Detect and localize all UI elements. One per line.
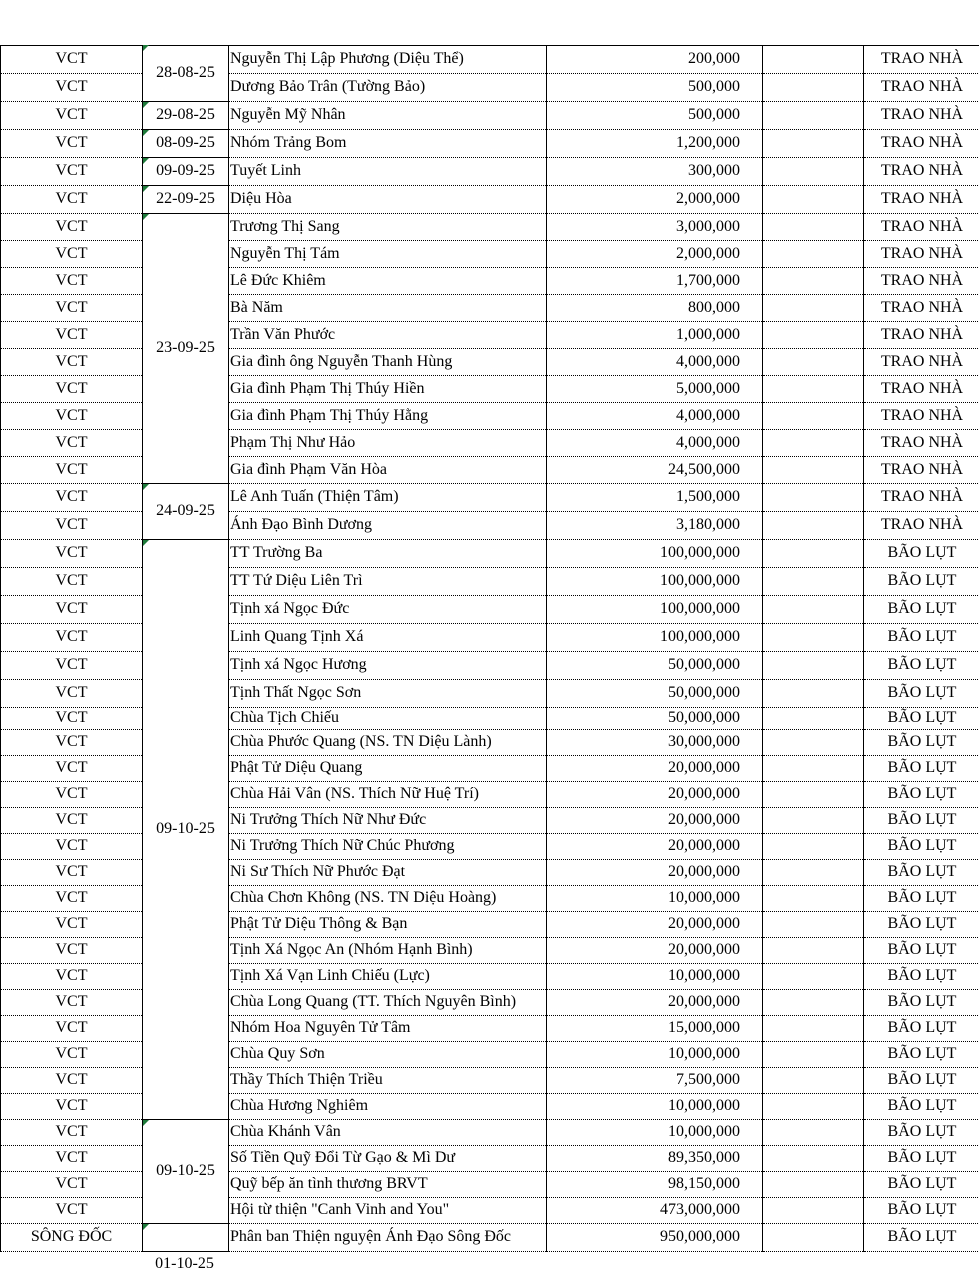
purpose-cell: TRAO NHÀ bbox=[864, 240, 979, 267]
table-row bbox=[1, 1223, 979, 1251]
date-cell bbox=[143, 1223, 229, 1251]
purpose-cell: BÃO LỤT bbox=[864, 833, 979, 859]
purpose-cell: BÃO LỤT bbox=[864, 781, 979, 807]
donor-name-cell: Lê Đức Khiêm bbox=[229, 267, 547, 294]
org-cell: VCT bbox=[1, 157, 143, 185]
date-text: 09-09-25 bbox=[156, 162, 215, 179]
org-cell: VCT bbox=[1, 989, 143, 1015]
purpose-cell: TRAO NHÀ bbox=[864, 213, 979, 240]
empty-cell bbox=[763, 1197, 864, 1223]
org-cell: VCT bbox=[1, 213, 143, 240]
org-cell: VCT bbox=[1, 129, 143, 157]
comment-marker-icon bbox=[143, 1120, 149, 1126]
empty-cell bbox=[763, 267, 864, 294]
org-cell: VCT bbox=[1, 240, 143, 267]
comment-marker-icon bbox=[143, 540, 149, 546]
org-cell: VCT bbox=[1, 963, 143, 989]
amount-cell: 20,000,000 bbox=[547, 755, 763, 781]
amount-cell: 20,000,000 bbox=[547, 911, 763, 937]
org-cell: SÔNG ĐỐC bbox=[1, 1223, 143, 1251]
purpose-cell: BÃO LỤT bbox=[864, 885, 979, 911]
purpose-cell: BÃO LỤT bbox=[864, 911, 979, 937]
donor-name-cell: Tuyết Linh bbox=[229, 157, 547, 185]
empty-cell bbox=[763, 1145, 864, 1171]
org-cell: VCT bbox=[1, 483, 143, 511]
empty-cell bbox=[763, 859, 864, 885]
amount-cell: 4,000,000 bbox=[547, 402, 763, 429]
empty-cell bbox=[763, 185, 864, 213]
donor-name-cell: Hội từ thiện "Canh Vinh and You" bbox=[229, 1197, 547, 1223]
table-row bbox=[1, 185, 979, 213]
empty-cell bbox=[763, 729, 864, 755]
amount-cell: 98,150,000 bbox=[547, 1171, 763, 1197]
purpose-cell: BÃO LỤT bbox=[864, 755, 979, 781]
purpose-cell: BÃO LỤT bbox=[864, 595, 979, 623]
amount-cell: 100,000,000 bbox=[547, 539, 763, 567]
donation-table bbox=[0, 45, 979, 1252]
amount-cell: 500,000 bbox=[547, 73, 763, 101]
org-cell: VCT bbox=[1, 45, 143, 73]
org-cell: VCT bbox=[1, 348, 143, 375]
empty-cell bbox=[763, 294, 864, 321]
amount-cell: 20,000,000 bbox=[547, 989, 763, 1015]
purpose-cell: BÃO LỤT bbox=[864, 989, 979, 1015]
org-cell: VCT bbox=[1, 402, 143, 429]
comment-marker-icon bbox=[143, 186, 149, 192]
donor-name-cell: Phân ban Thiện nguyện Ánh Đạo Sông Đốc bbox=[229, 1223, 547, 1251]
org-cell: VCT bbox=[1, 755, 143, 781]
donor-name-cell: Nguyễn Mỹ Nhân bbox=[229, 101, 547, 129]
comment-marker-icon bbox=[143, 45, 149, 51]
comment-marker-icon bbox=[143, 484, 149, 490]
donor-name-cell: Diệu Hòa bbox=[229, 185, 547, 213]
amount-cell: 950,000,000 bbox=[547, 1223, 763, 1251]
donor-name-cell: Nguyễn Thị Lập Phương (Diệu Thể) bbox=[229, 45, 547, 73]
donor-name-cell: Chùa Tịch Chiếu bbox=[229, 707, 547, 729]
amount-cell: 300,000 bbox=[547, 157, 763, 185]
empty-cell bbox=[763, 1093, 864, 1119]
org-cell: VCT bbox=[1, 885, 143, 911]
empty-cell bbox=[763, 833, 864, 859]
donor-name-cell: Phật Tử Diệu Thông & Bạn bbox=[229, 911, 547, 937]
amount-cell: 2,000,000 bbox=[547, 185, 763, 213]
amount-cell: 50,000,000 bbox=[547, 707, 763, 729]
purpose-cell: BÃO LỤT bbox=[864, 1145, 979, 1171]
comment-marker-icon bbox=[143, 102, 149, 108]
empty-cell bbox=[763, 651, 864, 679]
org-cell: VCT bbox=[1, 1041, 143, 1067]
amount-cell: 20,000,000 bbox=[547, 833, 763, 859]
table-row bbox=[1, 483, 979, 511]
org-cell: VCT bbox=[1, 1119, 143, 1145]
donor-name-cell: Ni Trưởng Thích Nữ Chúc Phương bbox=[229, 833, 547, 859]
org-cell: VCT bbox=[1, 429, 143, 456]
empty-cell bbox=[763, 781, 864, 807]
donor-name-cell: Chùa Khánh Vân bbox=[229, 1119, 547, 1145]
comment-marker-icon bbox=[143, 130, 149, 136]
donor-name-cell: Chùa Quy Sơn bbox=[229, 1041, 547, 1067]
empty-cell bbox=[763, 885, 864, 911]
org-cell: VCT bbox=[1, 539, 143, 567]
purpose-cell: TRAO NHÀ bbox=[864, 129, 979, 157]
amount-cell: 4,000,000 bbox=[547, 429, 763, 456]
empty-cell bbox=[763, 213, 864, 240]
purpose-cell: BÃO LỤT bbox=[864, 937, 979, 963]
org-cell: VCT bbox=[1, 294, 143, 321]
amount-cell: 50,000,000 bbox=[547, 679, 763, 707]
date-cell bbox=[143, 185, 229, 213]
donor-name-cell: Số Tiền Quỹ Đổi Từ Gạo & Mì Dư bbox=[229, 1145, 547, 1171]
table-row bbox=[1, 45, 979, 73]
donor-name-cell: Phật Tử Diệu Quang bbox=[229, 755, 547, 781]
purpose-cell: BÃO LỤT bbox=[864, 1223, 979, 1251]
table-row bbox=[1, 157, 979, 185]
amount-cell: 500,000 bbox=[547, 101, 763, 129]
date-cell bbox=[143, 213, 229, 483]
comment-marker-icon bbox=[143, 1224, 149, 1230]
donor-name-cell: Chùa Chơn Không (NS. TN Diệu Hoàng) bbox=[229, 885, 547, 911]
org-cell: VCT bbox=[1, 1015, 143, 1041]
purpose-cell: TRAO NHÀ bbox=[864, 73, 979, 101]
empty-cell bbox=[763, 1223, 864, 1251]
purpose-cell: BÃO LỤT bbox=[864, 807, 979, 833]
date-text: 22-09-25 bbox=[156, 190, 215, 207]
donor-name-cell: Trần Văn Phước bbox=[229, 321, 547, 348]
purpose-cell: BÃO LỤT bbox=[864, 1015, 979, 1041]
purpose-cell: BÃO LỤT bbox=[864, 1197, 979, 1223]
purpose-cell: TRAO NHÀ bbox=[864, 321, 979, 348]
amount-cell: 3,180,000 bbox=[547, 511, 763, 539]
amount-cell: 2,000,000 bbox=[547, 240, 763, 267]
donor-name-cell: Nhóm Hoa Nguyên Tử Tâm bbox=[229, 1015, 547, 1041]
empty-cell bbox=[763, 321, 864, 348]
amount-cell: 15,000,000 bbox=[547, 1015, 763, 1041]
amount-cell: 24,500,000 bbox=[547, 456, 763, 483]
purpose-cell: BÃO LỤT bbox=[864, 679, 979, 707]
donor-name-cell: TT Tứ Diệu Liên Trì bbox=[229, 567, 547, 595]
org-cell: VCT bbox=[1, 73, 143, 101]
org-cell: VCT bbox=[1, 1145, 143, 1171]
table-row bbox=[1, 101, 979, 129]
date-cell bbox=[143, 45, 229, 101]
donor-name-cell: Nhóm Trảng Bom bbox=[229, 129, 547, 157]
amount-cell: 20,000,000 bbox=[547, 859, 763, 885]
donor-name-cell: Gia đình Phạm Thị Thúy Hằng bbox=[229, 402, 547, 429]
date-text: 28-08-25 bbox=[156, 64, 215, 81]
amount-cell: 100,000,000 bbox=[547, 567, 763, 595]
donor-name-cell: Ni Trưởng Thích Nữ Như Đức bbox=[229, 807, 547, 833]
amount-cell: 89,350,000 bbox=[547, 1145, 763, 1171]
purpose-cell: BÃO LỤT bbox=[864, 859, 979, 885]
empty-cell bbox=[763, 707, 864, 729]
donor-name-cell: Gia đình Phạm Thị Thúy Hiền bbox=[229, 375, 547, 402]
purpose-cell: TRAO NHÀ bbox=[864, 101, 979, 129]
table-row bbox=[1, 539, 979, 567]
donor-name-cell: Quỹ bếp ăn tình thương BRVT bbox=[229, 1171, 547, 1197]
empty-cell bbox=[763, 456, 864, 483]
purpose-cell: BÃO LỤT bbox=[864, 1067, 979, 1093]
org-cell: VCT bbox=[1, 729, 143, 755]
empty-cell bbox=[763, 937, 864, 963]
org-cell: VCT bbox=[1, 679, 143, 707]
donor-name-cell: Nguyễn Thị Tám bbox=[229, 240, 547, 267]
amount-cell: 10,000,000 bbox=[547, 1093, 763, 1119]
empty-cell bbox=[763, 1171, 864, 1197]
amount-cell: 20,000,000 bbox=[547, 807, 763, 833]
date-text: 24-09-25 bbox=[156, 502, 215, 519]
purpose-cell: BÃO LỤT bbox=[864, 1119, 979, 1145]
date-text: 29-08-25 bbox=[156, 106, 215, 123]
amount-cell: 100,000,000 bbox=[547, 595, 763, 623]
date-cell bbox=[143, 101, 229, 129]
donor-name-cell: Ni Sư Thích Nữ Phước Đạt bbox=[229, 859, 547, 885]
amount-cell: 50,000,000 bbox=[547, 651, 763, 679]
date-cell bbox=[143, 157, 229, 185]
empty-cell bbox=[763, 755, 864, 781]
org-cell: VCT bbox=[1, 1171, 143, 1197]
donor-name-cell: Trương Thị Sang bbox=[229, 213, 547, 240]
table-row bbox=[1, 129, 979, 157]
empty-cell bbox=[763, 1119, 864, 1145]
amount-cell: 1,000,000 bbox=[547, 321, 763, 348]
amount-cell: 4,000,000 bbox=[547, 348, 763, 375]
table-row bbox=[1, 1119, 979, 1145]
org-cell: VCT bbox=[1, 267, 143, 294]
partial-next-date bbox=[142, 1256, 227, 1272]
purpose-cell: TRAO NHÀ bbox=[864, 511, 979, 539]
date-cell bbox=[143, 1119, 229, 1223]
date-cell bbox=[143, 483, 229, 539]
org-cell: VCT bbox=[1, 911, 143, 937]
empty-cell bbox=[763, 73, 864, 101]
org-cell: VCT bbox=[1, 185, 143, 213]
empty-cell bbox=[763, 402, 864, 429]
amount-cell: 3,000,000 bbox=[547, 213, 763, 240]
donor-name-cell: Chùa Phước Quang (NS. TN Diệu Lành) bbox=[229, 729, 547, 755]
org-cell: VCT bbox=[1, 511, 143, 539]
amount-cell: 200,000 bbox=[547, 45, 763, 73]
amount-cell: 800,000 bbox=[547, 294, 763, 321]
donor-name-cell: Lê Anh Tuấn (Thiện Tâm) bbox=[229, 483, 547, 511]
date-text: 09-10-25 bbox=[156, 1162, 215, 1179]
empty-cell bbox=[763, 375, 864, 402]
org-cell: VCT bbox=[1, 321, 143, 348]
purpose-cell: TRAO NHÀ bbox=[864, 348, 979, 375]
amount-cell: 5,000,000 bbox=[547, 375, 763, 402]
org-cell: VCT bbox=[1, 707, 143, 729]
org-cell: VCT bbox=[1, 781, 143, 807]
org-cell: VCT bbox=[1, 375, 143, 402]
empty-cell bbox=[763, 240, 864, 267]
purpose-cell: TRAO NHÀ bbox=[864, 185, 979, 213]
purpose-cell: TRAO NHÀ bbox=[864, 375, 979, 402]
amount-cell: 10,000,000 bbox=[547, 963, 763, 989]
donor-name-cell: Ánh Đạo Bình Dương bbox=[229, 511, 547, 539]
date-text: 09-10-25 bbox=[156, 820, 215, 837]
org-cell: VCT bbox=[1, 807, 143, 833]
empty-cell bbox=[763, 623, 864, 651]
amount-cell: 20,000,000 bbox=[547, 937, 763, 963]
purpose-cell: TRAO NHÀ bbox=[864, 157, 979, 185]
empty-cell bbox=[763, 989, 864, 1015]
donation-sheet bbox=[0, 45, 979, 1252]
donor-name-cell: Linh Quang Tịnh Xá bbox=[229, 623, 547, 651]
donor-name-cell: Thầy Thích Thiện Triều bbox=[229, 1067, 547, 1093]
donor-name-cell: Gia đình Phạm Văn Hòa bbox=[229, 456, 547, 483]
org-cell: VCT bbox=[1, 859, 143, 885]
amount-cell: 20,000,000 bbox=[547, 781, 763, 807]
empty-cell bbox=[763, 1015, 864, 1041]
empty-cell bbox=[763, 1067, 864, 1093]
date-cell bbox=[143, 129, 229, 157]
amount-cell: 1,200,000 bbox=[547, 129, 763, 157]
purpose-cell: TRAO NHÀ bbox=[864, 294, 979, 321]
donor-name-cell: Tịnh Xá Vạn Linh Chiếu (Lực) bbox=[229, 963, 547, 989]
org-cell: VCT bbox=[1, 101, 143, 129]
empty-cell bbox=[763, 483, 864, 511]
org-cell: VCT bbox=[1, 1197, 143, 1223]
amount-cell: 1,700,000 bbox=[547, 267, 763, 294]
org-cell: VCT bbox=[1, 623, 143, 651]
amount-cell: 30,000,000 bbox=[547, 729, 763, 755]
purpose-cell: BÃO LỤT bbox=[864, 729, 979, 755]
purpose-cell: TRAO NHÀ bbox=[864, 402, 979, 429]
donor-name-cell: Gia đình ông Nguyễn Thanh Hùng bbox=[229, 348, 547, 375]
donor-name-cell: TT Trường Ba bbox=[229, 539, 547, 567]
org-cell: VCT bbox=[1, 651, 143, 679]
comment-marker-icon bbox=[143, 158, 149, 164]
donor-name-cell: Bà Năm bbox=[229, 294, 547, 321]
donor-name-cell: Chùa Hương Nghiêm bbox=[229, 1093, 547, 1119]
empty-cell bbox=[763, 129, 864, 157]
partial-next-date-text: 01-10-25 bbox=[155, 1255, 214, 1272]
donor-name-cell: Tịnh Xá Ngọc An (Nhóm Hạnh Bình) bbox=[229, 937, 547, 963]
empty-cell bbox=[763, 911, 864, 937]
empty-cell bbox=[763, 101, 864, 129]
empty-cell bbox=[763, 567, 864, 595]
table-row bbox=[1, 213, 979, 240]
empty-cell bbox=[763, 539, 864, 567]
amount-cell: 100,000,000 bbox=[547, 623, 763, 651]
org-cell: VCT bbox=[1, 1067, 143, 1093]
org-cell: VCT bbox=[1, 833, 143, 859]
org-cell: VCT bbox=[1, 456, 143, 483]
purpose-cell: BÃO LỤT bbox=[864, 539, 979, 567]
empty-cell bbox=[763, 963, 864, 989]
comment-marker-icon bbox=[143, 214, 149, 220]
org-cell: VCT bbox=[1, 937, 143, 963]
donor-name-cell: Chùa Long Quang (TT. Thích Nguyên Bình) bbox=[229, 989, 547, 1015]
donor-name-cell: Tịnh xá Ngọc Hương bbox=[229, 651, 547, 679]
date-text: 23-09-25 bbox=[156, 339, 215, 356]
donor-name-cell: Dương Bảo Trân (Tường Bảo) bbox=[229, 73, 547, 101]
empty-cell bbox=[763, 45, 864, 73]
org-cell: VCT bbox=[1, 567, 143, 595]
purpose-cell: TRAO NHÀ bbox=[864, 267, 979, 294]
purpose-cell: TRAO NHÀ bbox=[864, 45, 979, 73]
empty-cell bbox=[763, 348, 864, 375]
empty-cell bbox=[763, 1041, 864, 1067]
amount-cell: 1,500,000 bbox=[547, 483, 763, 511]
amount-cell: 10,000,000 bbox=[547, 885, 763, 911]
empty-cell bbox=[763, 679, 864, 707]
empty-cell bbox=[763, 429, 864, 456]
donor-name-cell: Phạm Thị Như Hảo bbox=[229, 429, 547, 456]
amount-cell: 7,500,000 bbox=[547, 1067, 763, 1093]
donor-name-cell: Tịnh Thất Ngọc Sơn bbox=[229, 679, 547, 707]
empty-cell bbox=[763, 157, 864, 185]
purpose-cell: TRAO NHÀ bbox=[864, 429, 979, 456]
amount-cell: 473,000,000 bbox=[547, 1197, 763, 1223]
purpose-cell: BÃO LỤT bbox=[864, 1171, 979, 1197]
date-cell bbox=[143, 539, 229, 1119]
purpose-cell: BÃO LỤT bbox=[864, 963, 979, 989]
purpose-cell: BÃO LỤT bbox=[864, 651, 979, 679]
donor-name-cell: Tịnh xá Ngọc Đức bbox=[229, 595, 547, 623]
purpose-cell: TRAO NHÀ bbox=[864, 483, 979, 511]
empty-cell bbox=[763, 511, 864, 539]
purpose-cell: BÃO LỤT bbox=[864, 567, 979, 595]
date-text: 08-09-25 bbox=[156, 134, 215, 151]
org-cell: VCT bbox=[1, 595, 143, 623]
donor-name-cell: Chùa Hải Vân (NS. Thích Nữ Huệ Trí) bbox=[229, 781, 547, 807]
empty-cell bbox=[763, 807, 864, 833]
amount-cell: 10,000,000 bbox=[547, 1119, 763, 1145]
org-cell: VCT bbox=[1, 1093, 143, 1119]
purpose-cell: BÃO LỤT bbox=[864, 623, 979, 651]
purpose-cell: BÃO LỤT bbox=[864, 707, 979, 729]
empty-cell bbox=[763, 595, 864, 623]
purpose-cell: TRAO NHÀ bbox=[864, 456, 979, 483]
amount-cell: 10,000,000 bbox=[547, 1041, 763, 1067]
purpose-cell: BÃO LỤT bbox=[864, 1041, 979, 1067]
purpose-cell: BÃO LỤT bbox=[864, 1093, 979, 1119]
